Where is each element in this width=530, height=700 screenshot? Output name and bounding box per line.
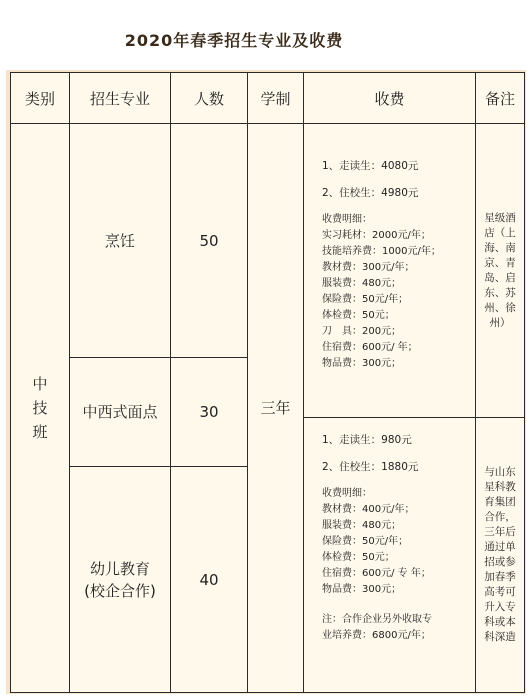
fee-item: 住宿费：600元/ 专 年； xyxy=(322,568,431,579)
fee-detail-title: 收费明细： xyxy=(322,214,372,225)
count-cell-pastry xyxy=(170,357,248,467)
fee-item: 体检费：50元； xyxy=(322,552,395,563)
remark-text: 与山东星科教育集团合作，三年后通过单招或参加春季高考可升入专科或本科深造 xyxy=(484,466,516,643)
fee-item: 物品费：300元； xyxy=(322,584,402,595)
count-value: 30 xyxy=(199,403,219,421)
fee-item: 保险费：50元/年； xyxy=(322,536,409,547)
major-label: 烹饪 xyxy=(104,231,135,250)
count-value: 40 xyxy=(199,570,219,589)
duration-cell xyxy=(247,123,304,693)
count-cell-cooking xyxy=(170,123,248,358)
category-cell xyxy=(10,123,70,693)
fee-day-student: 1、走读生：4080元 xyxy=(322,160,419,172)
fee-item: 教材费：300元/年； xyxy=(322,262,415,273)
header-category: 类别 xyxy=(10,72,70,124)
fee-item: 实习耗材：2000元/年； xyxy=(322,230,431,241)
fee-item: 服装费：480元； xyxy=(322,520,402,531)
fee-note-line: 业培养费：6800元/年； xyxy=(322,630,431,641)
remark-text: 星级酒店（上海、南京、青岛、启东、苏州、徐州） xyxy=(484,211,516,329)
page-title: 2020年春季招生专业及收费 xyxy=(124,31,344,50)
fee-detail-title: 收费明细： xyxy=(322,488,372,499)
header-count: 人数 xyxy=(170,72,248,124)
fee-item: 刀 具：200元； xyxy=(322,326,402,337)
fee-cell-1 xyxy=(303,123,476,418)
header-fee: 收费 xyxy=(303,72,476,124)
fee-day-student: 1、走读生：980元 xyxy=(322,434,412,446)
count-value: 50 xyxy=(199,231,219,250)
count-cell-preschool xyxy=(170,466,248,693)
fee-boarding-student: 2、住校生：1880元 xyxy=(322,461,419,473)
duration-value: 三年 xyxy=(260,399,291,417)
header-major: 招生专业 xyxy=(69,72,171,124)
major-cell-pastry xyxy=(69,357,171,467)
header-duration: 学制 xyxy=(247,72,304,124)
remark-cell-1 xyxy=(475,123,525,418)
header-remark: 备注 xyxy=(475,72,525,124)
fee-item: 服装费：480元； xyxy=(322,278,402,289)
fee-item: 保险费：50元/年； xyxy=(322,294,409,305)
major-label: 幼儿教育 xyxy=(89,559,150,578)
fee-boarding-student: 2、住校生：4980元 xyxy=(322,187,419,199)
fee-note-line: 注：合作企业另外收取专 xyxy=(322,614,432,625)
major-sub-label: (校企合作) xyxy=(84,581,156,600)
fee-item: 教材费：400元/年； xyxy=(322,504,415,515)
major-cell-preschool xyxy=(69,466,171,693)
major-cell-cooking xyxy=(69,123,171,358)
major-label: 中西式面点 xyxy=(82,403,158,421)
fee-item: 物品费：300元； xyxy=(322,358,402,369)
category-label: 中技班 xyxy=(32,375,48,441)
enrollment-table xyxy=(6,70,526,694)
fee-cell-2 xyxy=(303,417,476,693)
fee-item: 技能培养费：1000元/年； xyxy=(322,246,441,257)
remark-cell-2 xyxy=(475,417,525,693)
fee-item: 体检费：50元； xyxy=(322,310,395,321)
fee-item: 住宿费：600元/ 年； xyxy=(322,342,418,353)
